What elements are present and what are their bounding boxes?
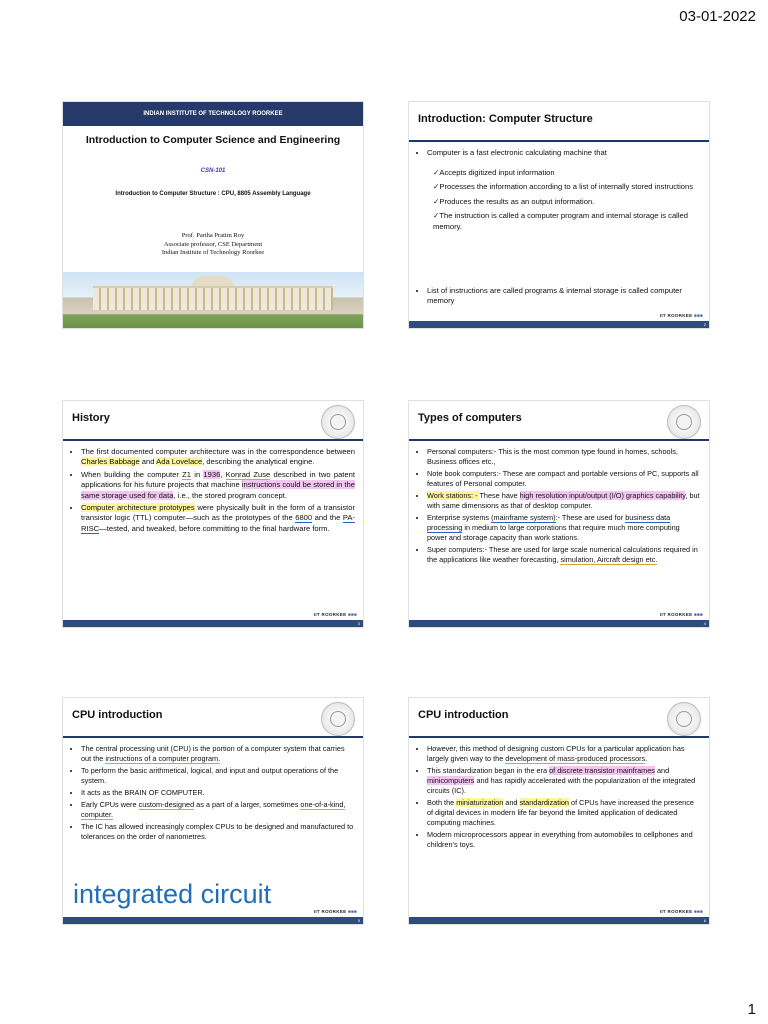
author-name: Prof. Partha Pratim Roy bbox=[181, 232, 245, 239]
slide-1 bbox=[62, 101, 364, 329]
slide-number: 5 bbox=[357, 918, 360, 923]
author-block bbox=[63, 232, 363, 258]
bullet-item: • Work stations: - These have high resolution input/output (I/O) graphics capability, but with same dimensions as that of desktop computer. bbox=[427, 491, 701, 511]
bullet-item: • When building the computer Z1 in 1936, Konrad Zuse described in two patent applications for his future projects that machine instructions could be stored in the same storage used for data, i.e., the stored program concept. bbox=[81, 470, 355, 501]
check-item: ✓ The instruction is called a computer program and internal storage is called memory. bbox=[433, 211, 701, 232]
iit-roorkee-logo-icon bbox=[321, 405, 355, 439]
bullet-list bbox=[415, 148, 701, 160]
slide-footer-label: IIT ROORKEE ■■■ bbox=[314, 612, 357, 617]
slide-number: 3 bbox=[357, 621, 360, 626]
bullet-item: • The first documented computer architecture was in the correspondence between Charles Babbage and Ada Lovelace, describing the analytical engine. bbox=[81, 447, 355, 468]
bullet-item: • Super computers:- These are used for large scale numerical calculations required in the applications like weather forecasting, simulation, Aircraft design etc. bbox=[427, 545, 701, 565]
slide-2 bbox=[408, 101, 710, 329]
slide-title: Types of computers bbox=[418, 412, 522, 424]
slide-6 bbox=[408, 697, 710, 925]
author-position: Associate professor, CSE Department bbox=[163, 240, 263, 248]
campus-building-photo bbox=[63, 272, 363, 328]
check-item: ✓ Accepts digitized input information bbox=[433, 168, 701, 178]
bullet-item: • This standardization began in the era of discrete transistor mainframes and minicomputers and has rapidly accelerated with the popularization of the integrated circuits (IC). bbox=[427, 766, 701, 796]
slide-number: 6 bbox=[703, 918, 706, 923]
slide-5 bbox=[62, 697, 364, 925]
slide-banner: INDIAN INSTITUTE OF TECHNOLOGY ROORKEE bbox=[63, 102, 363, 126]
page-date: 03-01-2022 bbox=[679, 8, 756, 25]
lecture-subtitle: Introduction to Computer Structure : CPU, 8805 Assembly Language bbox=[115, 191, 311, 197]
bullet-item: • List of instructions are called programs & internal storage is called computer memory bbox=[427, 286, 701, 307]
bullet-item: • Computer architecture prototypes were physically built in the form of a transistor transistor logic (TTL) computer—such as the prototypes of the 6800 and the PA-RISC—tested, and tweaked, before committing to the final hardware form. bbox=[81, 503, 355, 534]
slide-footer-label: IIT ROORKEE ■■■ bbox=[660, 612, 703, 617]
slide-footer-label: IIT ROORKEE ■■■ bbox=[660, 313, 703, 318]
bullet-list bbox=[69, 447, 355, 536]
bullet-item: • Note book computers:- These are compact and portable versions of PC, supports all features of Personal computer. bbox=[427, 469, 701, 489]
bullet-list bbox=[415, 744, 701, 852]
course-title: Introduction to Computer Science and Engineering bbox=[85, 134, 341, 146]
bullet-item: • Modern microprocessors appear in everything from automobiles to cellphones and children's toys. bbox=[427, 830, 701, 850]
handwritten-annotation: integrated circuit bbox=[73, 879, 272, 909]
check-list bbox=[415, 164, 701, 236]
slide-footer-label: IIT ROORKEE ■■■ bbox=[314, 909, 357, 914]
slide-4 bbox=[408, 400, 710, 628]
slide-title: CPU introduction bbox=[72, 709, 163, 721]
bullet-item: • To perform the basic arithmetical, logical, and input and output operations of the system. bbox=[81, 766, 355, 786]
page-number: 1 bbox=[747, 1001, 756, 1018]
slide-title: Introduction: Computer Structure bbox=[418, 113, 593, 125]
bullet-item: • However, this method of designing custom CPUs for a particular application has largely given way to the development of mass-produced processors. bbox=[427, 744, 701, 764]
bullet-item: • Personal computers:- This is the most common type found in homes, schools, Business offices etc., bbox=[427, 447, 701, 467]
iit-roorkee-logo-icon bbox=[321, 702, 355, 736]
slide-3 bbox=[62, 400, 364, 628]
check-item: ✓ Produces the results as an output information. bbox=[433, 197, 701, 207]
slide-footer-label: IIT ROORKEE ■■■ bbox=[660, 909, 703, 914]
iit-roorkee-logo-icon bbox=[667, 405, 701, 439]
slide-title: CPU introduction bbox=[418, 709, 509, 721]
bullet-item: • Both the miniaturization and standardization of CPUs have increased the presence of digital devices in modern life far beyond the limited application of dedicated computing machines. bbox=[427, 798, 701, 828]
author-institute: Indian Institute of Technology Roorkee bbox=[161, 249, 265, 256]
check-item: ✓ Processes the information according to a list of internally stored instructions bbox=[433, 182, 701, 192]
bullet-item: • Enterprise systems (mainframe system):- These are used for business data processing in medium to large corporations that require much more computing power and storage capacity than work stations. bbox=[427, 513, 701, 543]
bullet-item: • It acts as the BRAIN OF COMPUTER. bbox=[81, 788, 355, 798]
bullet-item: • The central processing unit (CPU) is the portion of a computer system that carries out the instructions of a computer program. bbox=[81, 744, 355, 764]
bullet-list bbox=[415, 286, 701, 309]
slide-title: History bbox=[72, 412, 110, 424]
bullet-item: • Early CPUs were custom-designed as a part of a larger, sometimes one-of-a-kind, computer. bbox=[81, 800, 355, 820]
bullet-item: • The IC has allowed increasingly complex CPUs to be designed and manufactured to tolerances on the order of nanometres. bbox=[81, 822, 355, 842]
slide-number: 4 bbox=[703, 621, 706, 626]
iit-roorkee-logo-icon bbox=[667, 702, 701, 736]
bullet-list bbox=[415, 447, 701, 567]
bullet-list bbox=[69, 744, 355, 844]
bullet-item: • Computer is a fast electronic calculating machine that bbox=[427, 148, 701, 158]
course-code: CSN-101 bbox=[200, 168, 226, 174]
slide-number: 2 bbox=[703, 322, 706, 327]
